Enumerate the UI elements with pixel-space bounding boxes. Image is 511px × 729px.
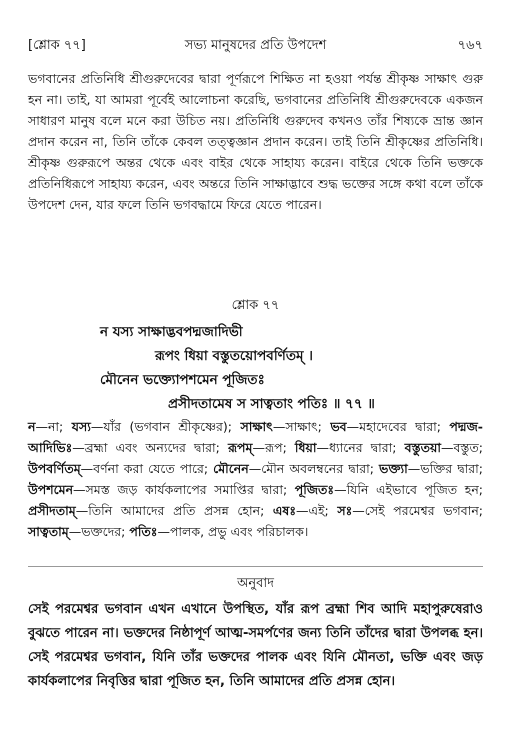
synonym-term: পদ্মজ-আদিভিঃ	[28, 419, 483, 455]
verse-line: ন যস্য সাক্ষাদ্ভবপদ্মজাদিভী	[100, 324, 243, 340]
synonym-meaning: ভক্তদের;	[81, 524, 130, 539]
synonym-term: প্রসীদতাম্	[28, 503, 76, 518]
synonym-term: সাত্বতাম্	[28, 524, 69, 539]
synonym-meaning: ব্রহ্মা এবং অন্যদের দ্বারা;	[84, 440, 228, 455]
header-chapter-title: সভ্য মানুষদের প্রতি উপদেশ	[184, 38, 327, 53]
synonym-meaning: সেই পরমেশ্বর ভগবান;	[364, 503, 483, 518]
purport-paragraph: ভগবানের প্রতিনিধি শ্রীগুরুদেবের দ্বারা পূর্ণরূপে শিক্ষিত না হওয়া পর্যন্ত শ্রীকৃষ্ণ সাক্ষাৎ গুরু হন না। তাই, যা আমরা পূর্বেই আলোচনা করেছি, ভগবানের প্রতিনিধি শ্রীগুরুদেবকে একজন সাধারণ মানুষ বলে মনে করা উচিত নয়। প্রতিনিধি গুরুদেব কখনও তাঁর শিষ্যকে ভ্রান্ত জ্ঞান প্রদান করেন না, তিনি তাঁকে কেবল তত্ত্বজ্ঞান প্রদান করেন। তাই তিনি শ্রীকৃষ্ণের প্রতিনিধি। শ্রীকৃষ্ণ গুরুরূপে অন্তর থেকে এবং বাইর থেকে সাহায্য করেন। বাইরে থেকে তিনি ভক্তকে প্রতিনিধিরূপে সাহায্য করেন, এবং অন্তরে তিনি সাক্ষাদ্ভাবে শুদ্ধ ভক্তের সঙ্গে কথা বলে তাঁকে উপদেশ দেন, যার ফলে তিনি ভগবদ্ধামে ফিরে যেতে পারেন।	[28, 71, 483, 212]
synonym-term: ভব	[330, 419, 347, 434]
synonym-term: এষঃ	[272, 503, 296, 518]
synonym-meaning: রূপ;	[264, 440, 295, 455]
synonym-meaning: বস্তুত;	[453, 440, 484, 455]
page-number: ৭৬৭	[457, 38, 483, 53]
synonym-meaning: পালক, প্রভু এবং পরিচালক।	[169, 524, 309, 539]
synonym-meaning: সমস্ত জড় কার্যকলাপের সমাপ্তির দ্বারা;	[85, 482, 295, 497]
synonym-term: উপশমেন	[28, 482, 74, 497]
verse-text	[100, 320, 471, 416]
synonym-meaning: যাঁর (ভগবান শ্রীকৃষ্ণের);	[103, 419, 241, 434]
synonym-term: পতিঃ	[129, 524, 158, 539]
synonym-meaning: ভক্তির দ্বারা;	[420, 461, 484, 476]
synonym-meaning: মৌন অবলম্বনের দ্বারা;	[261, 461, 380, 476]
synonym-meaning: এই;	[308, 503, 338, 518]
synonym-meaning: না;	[47, 419, 72, 434]
verse-line: রূপং ধিয়া বস্তুতয়োপবর্ণিতম্ ।	[155, 348, 314, 364]
synonym-term: সাক্ষাৎ	[240, 419, 273, 434]
synonym-meaning: ধ্যানের দ্বারা;	[329, 440, 405, 455]
synonym-term: ন	[28, 419, 36, 434]
synonyms-paragraph: ন—না; যস্য—যাঁর (ভগবান শ্রীকৃষ্ণের); সাক্ষাৎ—সাক্ষাৎ; ভব—মহাদেবের দ্বারা; পদ্মজ-আদিভিঃ—ব্রহ্মা এবং অন্যদের দ্বারা; রূপম্—রূপ; ধিয়া—ধ্যানের দ্বারা; বস্তুতয়া—বস্তুত; উপবর্ণিতম্—বর্ণনা করা যেতে পারে; মৌনেন—মৌন অবলম্বনের দ্বারা; ভক্ত্যা—ভক্তির দ্বারা; উপশমেন—সমস্ত জড় কার্যকলাপের সমাপ্তির দ্বারা; পূজিতঃ—যিনি এইভাবে পূজিত হন; প্রসীদতাম্—তিনি আমাদের প্রতি প্রসন্ন হোন; এষঃ—এই; সঃ—সেই পরমেশ্বর ভগবান; সাত্বতাম্—ভক্তদের; পতিঃ—পালক, প্রভু এবং পরিচালক।	[28, 419, 484, 539]
running-header	[28, 36, 483, 56]
synonym-term: যস্য	[71, 419, 91, 434]
synonym-meaning: যিনি এইভাবে পূজিত হন;	[346, 482, 483, 497]
synonym-term: উপবর্ণিতম্	[28, 461, 81, 476]
section-divider	[28, 566, 483, 567]
synonym-term: মৌনেন	[213, 461, 249, 476]
verse-line: মৌনেন ভক্ত্যোপশমেন পূজিতঃ	[100, 372, 265, 388]
synonym-meaning: মহাদেবের দ্বারা;	[359, 419, 450, 434]
synonym-term: পূজিতঃ	[294, 482, 335, 497]
synonym-meaning: তিনি আমাদের প্রতি প্রসন্ন হোন;	[88, 503, 273, 518]
synonym-term: বস্তুতয়া	[404, 440, 441, 455]
translation-paragraph: সেই পরমেশ্বর ভগবান এখন এখানে উপস্থিত, যাঁর রূপ ব্রহ্মা শিব আদি মহাপুরুষেরাও বুঝতে পারেন না। ভক্তদের নিষ্ঠাপূর্ণ আত্ম-সমর্পণের জন্য তিনি তাঁদের দ্বারা উপলব্ধ হন। সেই পরমেশ্বর ভগবান, যিনি তাঁর ভক্তদের পালক এবং যিনি মৌনতা, ভক্তি এবং জড় কার্যকলাপের নিবৃত্তির দ্বারা পূজিত হন, তিনি আমাদের প্রতি প্রসন্ন হোন।	[28, 602, 483, 689]
header-verse-ref: [শ্লোক ৭৭]	[28, 38, 86, 53]
verse-line: প্রসীদতামেষ স সাত্বতাং পতিঃ ॥ ৭৭ ॥	[168, 396, 375, 412]
synonym-term: সঃ	[337, 503, 353, 518]
synonym-term: ধিয়া	[294, 440, 317, 455]
synonym-term: ভক্ত্যা	[379, 461, 408, 476]
synonym-meaning: সাক্ষাৎ;	[285, 419, 331, 434]
verse-title: শ্লোক ৭৭	[231, 298, 280, 313]
synonym-meaning: বর্ণনা করা যেতে পারে;	[93, 461, 214, 476]
translation-title: অনুবাদ	[237, 576, 274, 591]
synonym-term: রূপম্	[227, 440, 253, 455]
